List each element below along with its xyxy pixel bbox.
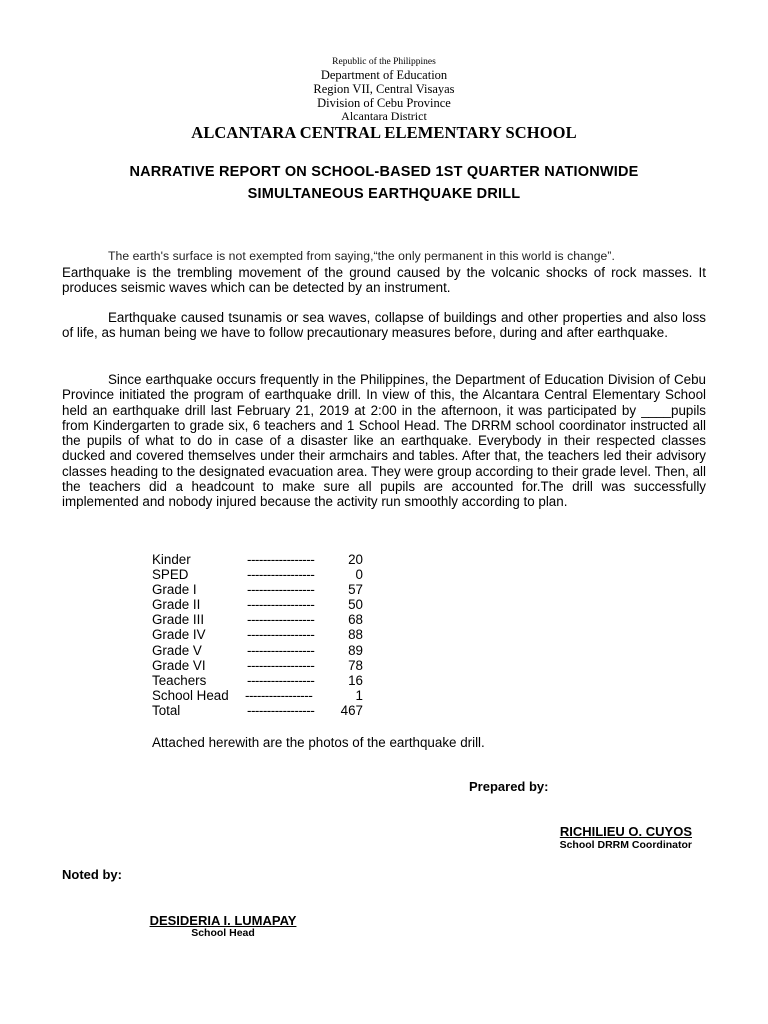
tally-value: 16: [348, 672, 363, 688]
school-name: ALCANTARA CENTRAL ELEMENTARY SCHOOL: [191, 123, 577, 142]
paragraph-3: Since earthquake occurs frequently in the Philippines, the Department of Education Division of Cebu Province initiated the program of earthquake drill. In view of this, the Alcantara Central Elementary School held an earthquake drill last February 21, 2019 at 2:00 in the afternoon, it was participated by ____pupils from Kindergarten to grade six, 6 teachers and 1 School Head. The DRRM school coordinator instructed all the pupils of what to do in case of a disaster like an earthquake. Everybody in their respected classes ducked and covered themselves under their armchairs and tables. After that, the teachers led their advisory classes heading to the designated evacuation area. They were group according to their grade level. Then, all the teachers did a headcount to make sure all pupils are accounted for.The drill was successfully implemented and nobody injured because the activity run smoothly according to plan.: [62, 372, 706, 510]
tally-dashes: -----------------: [247, 642, 315, 658]
opening-quote: The earth's surface is not exempted from saying,“the only permanent in this world is change”.: [108, 249, 615, 263]
preparer-role: School DRRM Coordinator: [559, 839, 692, 851]
tally-row: [152, 612, 392, 627]
tally-label: Total: [152, 702, 181, 718]
prepared-by-label: Prepared by:: [469, 779, 549, 794]
tally-row: [152, 643, 392, 658]
tally-dashes: -----------------: [247, 567, 315, 583]
tally-label: Grade IV: [152, 627, 206, 643]
paragraph-2: Earthquake caused tsunamis or sea waves, collapse of buildings and other properties and also loss of life, as human being we have to follow precautionary measures before, during and after earthquake.: [62, 310, 706, 341]
tally-dashes: -----------------: [247, 657, 315, 673]
tally-label: Grade II: [152, 597, 201, 613]
header-department: Department of Education: [320, 68, 448, 82]
tally-label: SPED: [152, 567, 189, 583]
tally-label: Grade V: [152, 642, 202, 658]
header-republic: Republic of the Philippines: [332, 57, 436, 67]
tally-row: [152, 658, 392, 673]
tally-row: [152, 582, 392, 597]
tally-row: [152, 552, 392, 567]
tally-dashes: -----------------: [247, 702, 315, 718]
tally-label: Kinder: [152, 552, 191, 567]
tally-row: [152, 673, 392, 688]
tally-label: Grade III: [152, 612, 205, 628]
tally-dashes: -----------------: [247, 627, 315, 643]
tally-value: 1: [355, 687, 363, 703]
tally-row: [152, 597, 392, 612]
tally-dashes: -----------------: [247, 552, 315, 567]
tally-row: [152, 567, 392, 582]
report-title-line-2: SIMULTANEOUS EARTHQUAKE DRILL: [247, 186, 521, 202]
tally-label: School Head: [152, 687, 229, 703]
tally-dashes: -----------------: [247, 597, 315, 613]
header-region: Region VII, Central Visayas: [313, 82, 455, 96]
tally-dashes: -----------------: [247, 612, 315, 628]
noter-role: School Head: [191, 927, 255, 939]
tally-value: 89: [348, 642, 363, 658]
header-division: Division of Cebu Province: [317, 96, 451, 110]
preparer-name: RICHILIEU O. CUYOS: [559, 824, 692, 839]
paragraph-1: Earthquake is the trembling movement of the ground caused by the volcanic shocks of rock masses. It produces seismic waves which can be detected by an instrument.: [62, 265, 706, 296]
tally-dashes: -----------------: [245, 687, 313, 703]
header-district: Alcantara District: [341, 109, 427, 123]
tally-row: [152, 627, 392, 642]
tally-value: 78: [348, 657, 363, 673]
tally-label: Teachers: [152, 672, 207, 688]
tally-value: 467: [340, 702, 363, 718]
tally-label: Grade I: [152, 582, 197, 598]
participant-tally: [152, 552, 392, 718]
tally-label: Grade VI: [152, 657, 206, 673]
noted-by-label: Noted by:: [62, 867, 122, 882]
tally-value: 68: [348, 612, 363, 628]
tally-dashes: -----------------: [247, 672, 315, 688]
report-title-line-1: NARRATIVE REPORT ON SCHOOL-BASED 1ST QUARTER NATIONWIDE: [129, 164, 639, 180]
noter-name: DESIDERIA I. LUMAPAY: [149, 913, 297, 928]
attachment-note: Attached herewith are the photos of the earthquake drill.: [152, 735, 485, 750]
tally-row-total: [152, 703, 392, 718]
tally-value: 50: [348, 597, 363, 613]
tally-value: 88: [348, 627, 363, 643]
tally-value: 57: [348, 582, 363, 598]
tally-dashes: -----------------: [247, 582, 315, 598]
tally-value: 20: [348, 552, 363, 567]
tally-value: 0: [355, 567, 363, 583]
tally-row: [152, 688, 392, 703]
